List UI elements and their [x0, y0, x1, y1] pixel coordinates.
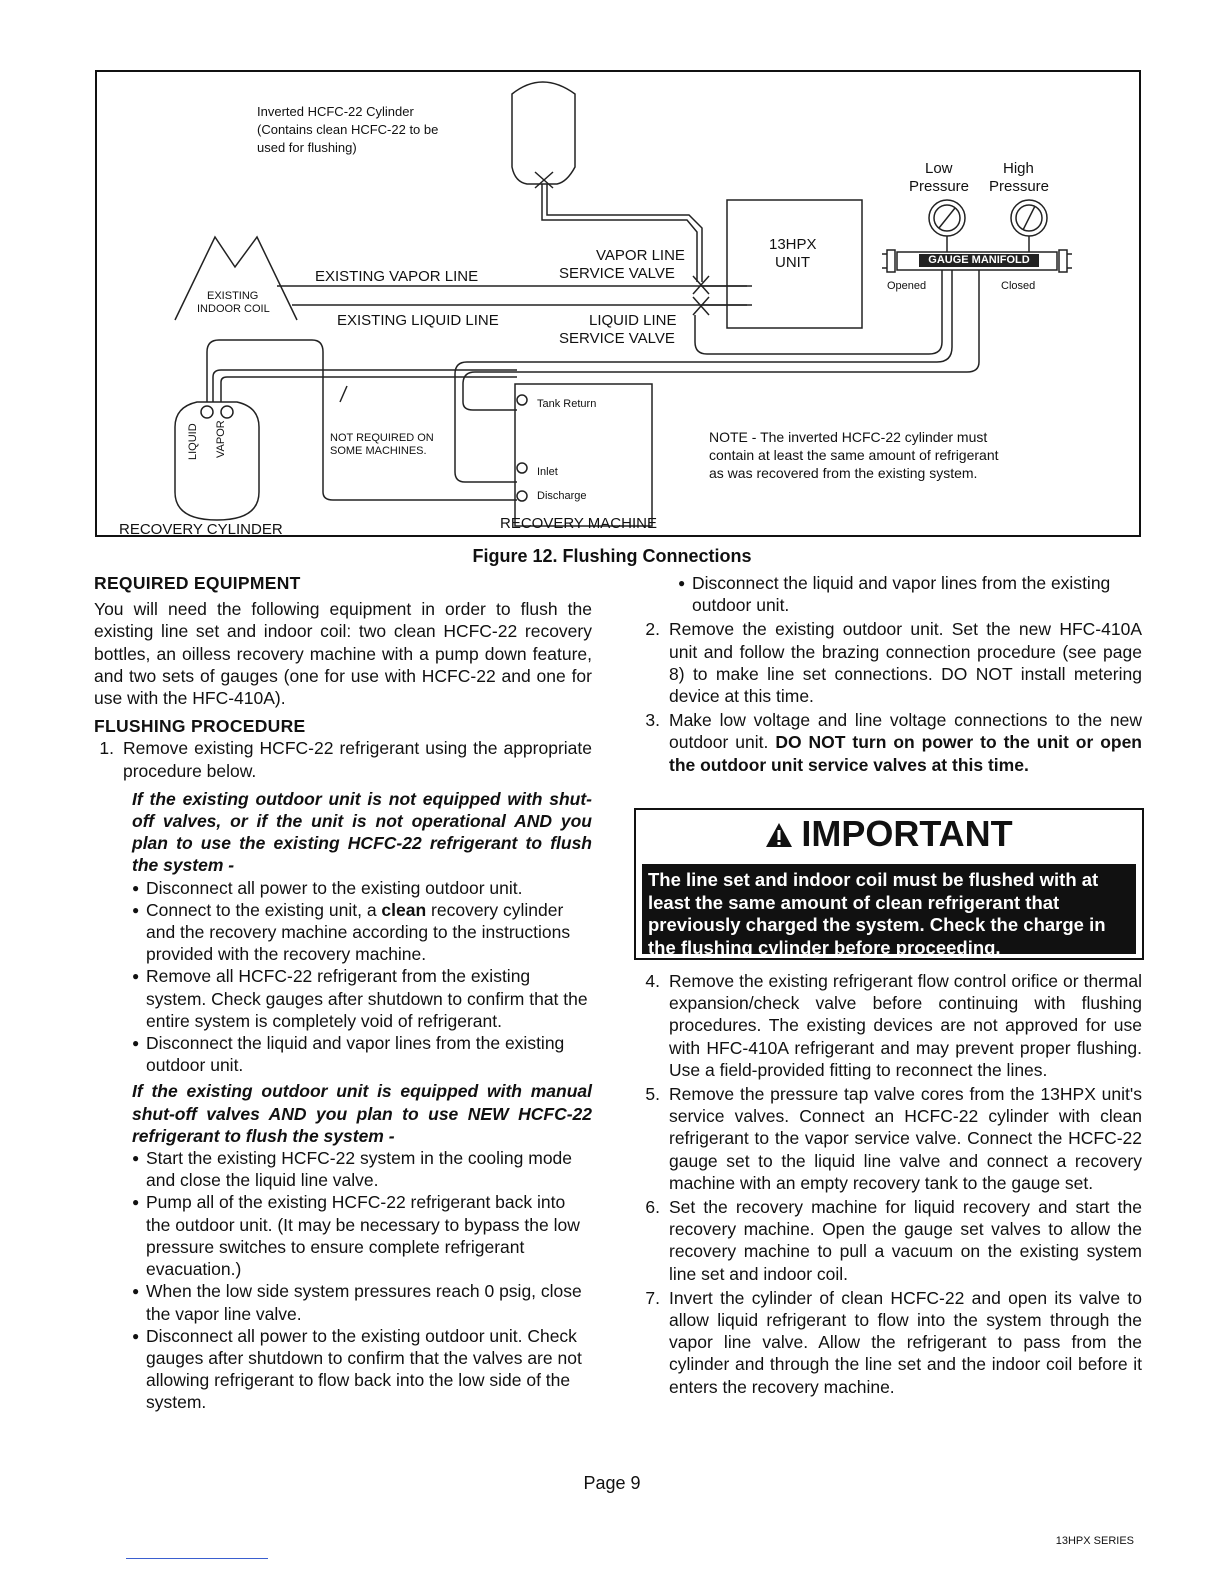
vapor-valve-1: VAPOR LINE [596, 247, 685, 264]
flushing-diagram [95, 70, 1141, 537]
important-title: IMPORTANT [801, 813, 1013, 854]
bullet-c4-text: Disconnect all power to the existing outdoor unit. Check gauges after shutdown to confirm that the valves are not allowing refrigerant to flow back into the low side of the system. [146, 1325, 582, 1413]
recovery-cylinder-label: RECOVERY CYLINDER [119, 521, 283, 538]
bullet-2-text [146, 899, 592, 966]
bullet-d1 [640, 572, 1142, 616]
bullet-4-text: Disconnect the liquid and vapor lines from the existing outdoor unit. [146, 1033, 565, 1076]
discharge-label: Discharge [537, 490, 587, 502]
unit-label-1: 13HPX [769, 236, 817, 253]
high-pressure-2: Pressure [989, 178, 1050, 195]
low-pressure-2: Pressure [909, 178, 970, 195]
left-column [94, 572, 592, 1414]
bullet-c4 [94, 1325, 592, 1414]
warning-icon [765, 822, 793, 848]
unit-label-2: UNIT [775, 254, 810, 271]
existing-vapor-line-label: EXISTING VAPOR LINE [315, 268, 479, 285]
figure-caption: Figure 12. Flushing Connections [472, 546, 752, 566]
bullet-dot: ● [132, 902, 140, 917]
bullet-c1 [94, 1147, 592, 1191]
indoor-coil-label-2: INDOOR COIL [197, 303, 270, 315]
bullet-2 [94, 899, 592, 966]
bullet-1 [94, 877, 592, 899]
step-7 [640, 1287, 1142, 1398]
step-1 [94, 737, 592, 781]
recovery-machine-label: RECOVERY MACHINE [500, 515, 657, 532]
step-3-text [669, 709, 1142, 776]
bullet-3 [94, 965, 592, 1032]
bullet-dot: ● [132, 1195, 140, 1210]
high-pressure-1: High [1003, 160, 1034, 177]
condition-2: If the existing outdoor unit is equipped with manual shut-off valves AND you plan to use NEW HCFC-22 refrigerant to flush the system - [132, 1081, 592, 1146]
step-6 [640, 1196, 1142, 1285]
vapor-label: VAPOR [215, 420, 227, 458]
existing-liquid-line-label: EXISTING LIQUID LINE [337, 312, 499, 329]
right-column-top [640, 572, 1142, 776]
bullet-c3-text: When the low side system pressures reach 0 psig, close the vapor line valve. [146, 1281, 582, 1324]
inlet-label: Inlet [537, 466, 558, 478]
step-2-number: 2. [645, 619, 660, 640]
bullet-4 [94, 1032, 592, 1076]
step-2 [640, 618, 1142, 707]
condition-1: If the existing outdoor unit is not equipped with shut-off valves, or if the unit is not operational AND you plan to use the existing HCFC-22 refrigerant to flush the system - [132, 788, 592, 876]
not-required-2: SOME MACHINES. [330, 445, 427, 457]
cylinder-note-3: used for flushing) [257, 140, 357, 155]
bullet-2-pre: Connect to the existing unit, a [146, 899, 382, 920]
step-1-text: Remove existing HCFC-22 refrigerant using the appropriate procedure below. [123, 738, 592, 781]
page-number: Page 9 [583, 1473, 641, 1493]
bullet-2-bold: clean [381, 899, 427, 920]
flushing-procedure-heading: FLUSHING PROCEDURE [94, 716, 306, 737]
step-3-bold: DO NOT turn on power to the unit or open the outdoor unit service valves at this time. [669, 732, 1142, 775]
note-2: contain at least the same amount of refrigerant [709, 447, 999, 463]
step-1-number: 1. [99, 738, 114, 759]
tank-return-label: Tank Return [537, 398, 597, 410]
right-column-bottom [640, 970, 1142, 1398]
closed-label: Closed [1001, 280, 1036, 292]
step-3-pre: Make low voltage and line voltage connections to the new outdoor unit. [669, 710, 1142, 753]
liquid-valve-1: LIQUID LINE [589, 312, 677, 329]
step-3 [640, 709, 1142, 776]
inverted-cylinder-shape [512, 82, 575, 184]
important-box [634, 808, 1144, 960]
step-5-text: Remove the pressure tap valve cores from the 13HPX unit's service valves. Connect an HCFC-22 cylinder with clean refrigerant to the vapor service valve. Connect the HCFC-22 gauge set to the liquid line valve and connect a recovery machine with an empty recovery tank to the gauge set. [669, 1084, 1142, 1193]
bullet-c1-text: Start the existing HCFC-22 system in the cooling mode and close the liquid line valve. [146, 1148, 573, 1191]
required-equipment-heading: REQUIRED EQUIPMENT [94, 573, 301, 593]
footer-rule [126, 1558, 268, 1559]
important-title-row [636, 812, 1142, 856]
not-required-1: NOT REQUIRED ON [330, 432, 434, 444]
bullet-1-text: Disconnect all power to the existing outdoor unit. [146, 877, 523, 898]
step-4-number: 4. [645, 971, 660, 991]
bullet-d1-text: Disconnect the liquid and vapor lines from the existing outdoor unit. [692, 573, 1111, 616]
step-5 [640, 1083, 1142, 1194]
indoor-coil-label-1: EXISTING [207, 290, 259, 302]
note-3: as was recovered from the existing system. [709, 465, 978, 481]
low-pressure-1: Low [925, 160, 953, 177]
gauge-manifold-label: GAUGE MANIFOLD [919, 254, 1039, 267]
liquid-valve-2: SERVICE VALVE [559, 330, 675, 347]
step-3-number: 3. [645, 710, 660, 731]
opened-label: Opened [887, 280, 927, 292]
note-1: NOTE - The inverted HCFC-22 cylinder must [709, 429, 988, 445]
bullet-3-text: Remove all HCFC-22 refrigerant from the existing system. Check gauges after shutdown to confirm that the entire system is completely void of refrigerant. [146, 966, 588, 1031]
required-equipment-text: You will need the following equipment in order to flush the existing line set and indoor coil: two clean HCFC-22 recovery bottles, an oilless recovery machine with a pump down feature, and two sets of gauges (one for use with HCFC-22 and one for use with the HFC-410A). [94, 599, 592, 709]
liquid-label: LIQUID [187, 423, 199, 460]
bullet-dot: ● [132, 1151, 140, 1166]
bullet-dot: ● [132, 1036, 140, 1051]
step-7-number: 7. [645, 1287, 660, 1308]
vapor-valve-2: SERVICE VALVE [559, 265, 675, 282]
bullet-dot: ● [678, 576, 686, 590]
step-5-number: 5. [645, 1084, 660, 1105]
bullet-c3 [94, 1280, 592, 1324]
step-4 [640, 970, 1142, 1081]
step-6-number: 6. [645, 1197, 660, 1218]
bullet-c2-text: Pump all of the existing HCFC-22 refrigerant back into the outdoor unit. (It may be necessary to bypass the low pressure switches to ensure complete refrigerant evacuation.) [146, 1192, 580, 1280]
important-text: The line set and indoor coil must be flushed with at least the same amount of clean refrigerant that previously charged the system. Check the charge in the flushing cylinder before proceeding. [642, 864, 1136, 954]
bullet-c2 [94, 1191, 592, 1280]
step-7-text: Invert the cylinder of clean HCFC-22 and open its valve to allow liquid refrigerant to flow into the system through the vapor line valve. Allow the refrigerant to pass from the cylinder and through the line set and the indoor coil before it enters the recovery machine. [669, 1287, 1142, 1397]
series-label: 13HPX SERIES [1055, 1535, 1134, 1547]
cylinder-note-2: (Contains clean HCFC-22 to be [257, 122, 439, 137]
bullet-2-post: recovery cylinder and the recovery machine according to the instructions provided with the recovery machine. [146, 899, 571, 965]
step-6-text: Set the recovery machine for liquid recovery and start the recovery machine. Open the gauge set valves to allow the recovery machine to pull a vacuum on the existing system line set and indoor coil. [669, 1197, 1142, 1284]
bullet-dot: ● [132, 1328, 140, 1343]
bullet-dot: ● [132, 969, 140, 984]
bullet-dot: ● [132, 880, 140, 895]
cylinder-note-1: Inverted HCFC-22 Cylinder [257, 104, 414, 119]
step-4-text: Remove the existing refrigerant flow control orifice or thermal expansion/check valve before continuing with flushing procedures. The existing devices are not approved for use with HFC-410A refrigerant and may prevent proper flushing. Use a field-provided fitting to reconnect the lines. [669, 971, 1142, 1080]
bullet-dot: ● [132, 1284, 140, 1299]
step-2-text: Remove the existing outdoor unit. Set the new HFC-410A unit and follow the brazing connection procedure (see page 8) to make line set connections. DO NOT install metering device at this time. [669, 619, 1142, 707]
